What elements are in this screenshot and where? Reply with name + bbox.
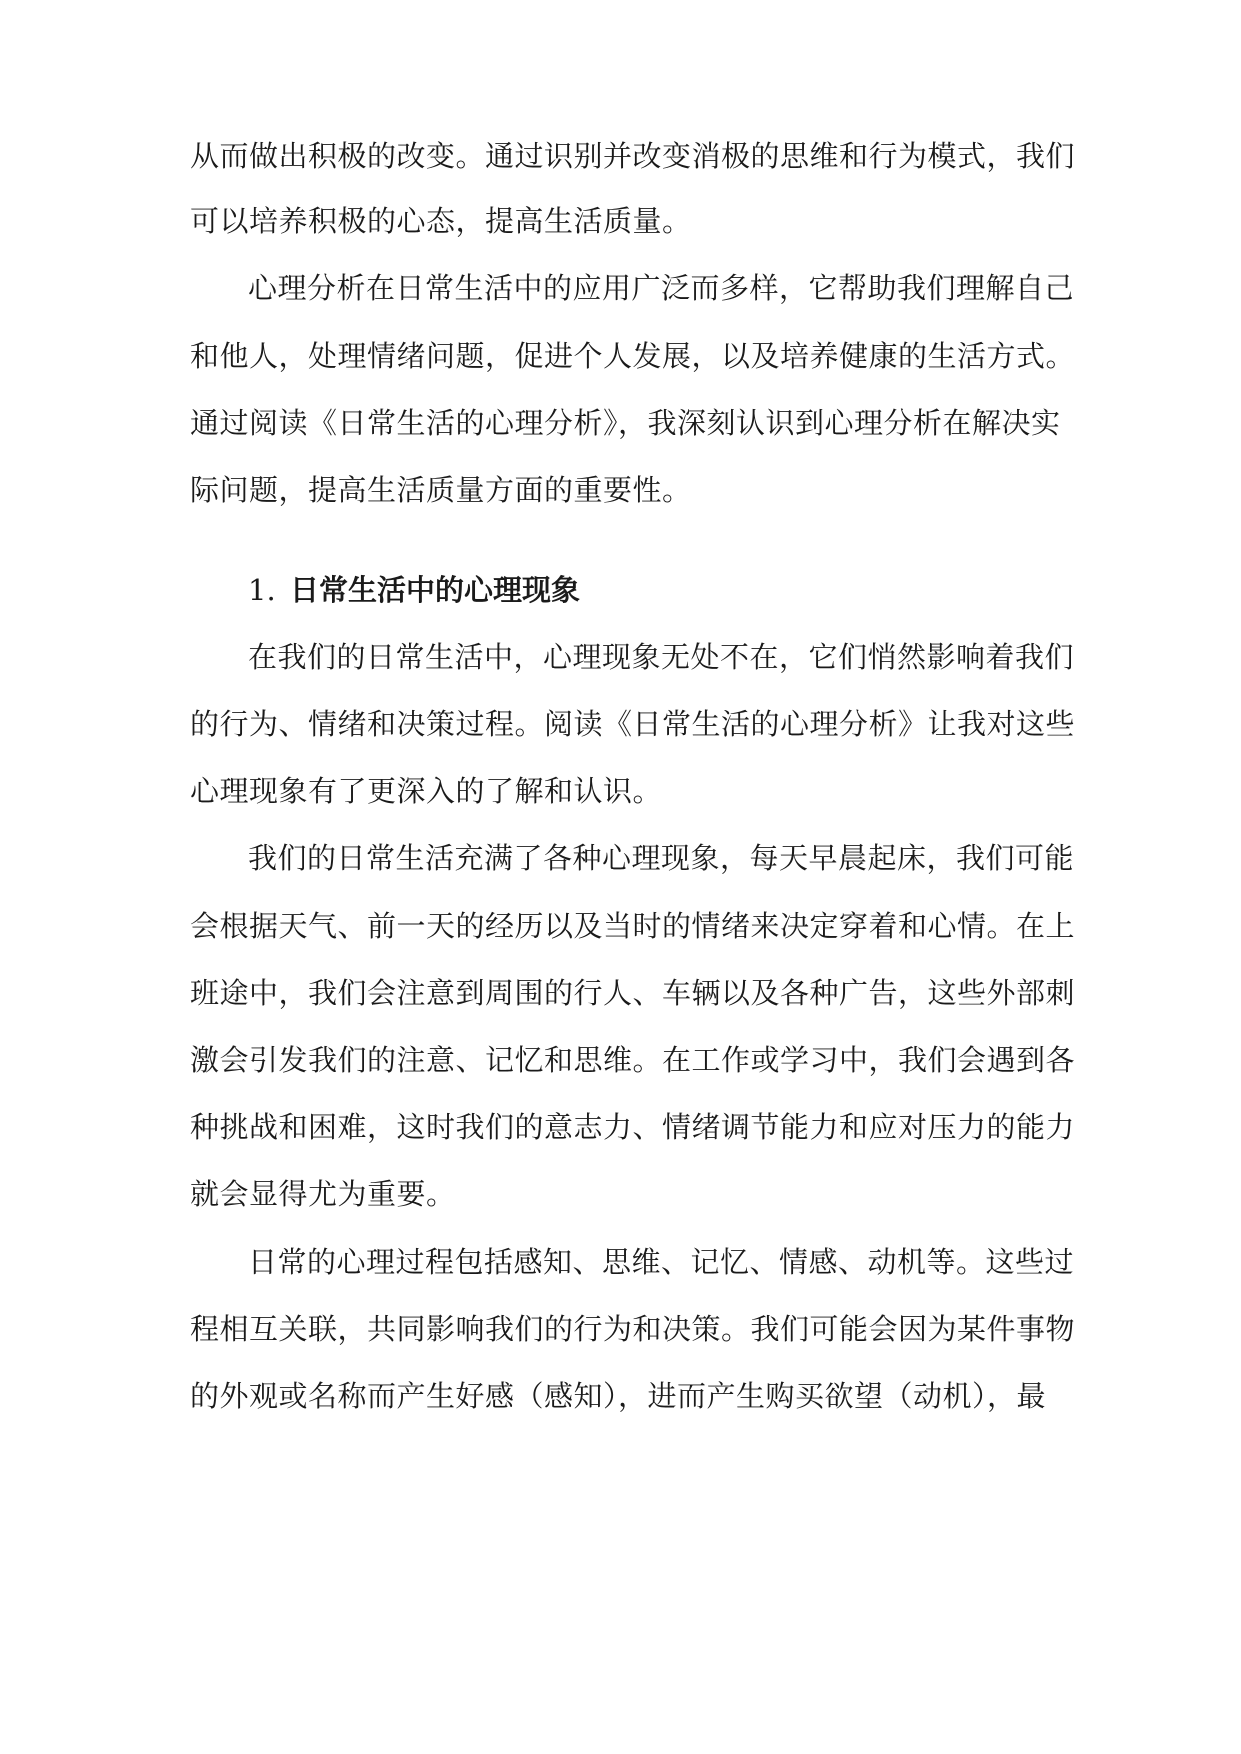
- paragraph-line: 激会引发我们的注意、记忆和思维。在工作或学习中，我们会遇到各: [190, 1043, 1076, 1077]
- paragraph-line: 通过阅读《日常生活的心理分析》，我深刻认识到心理分析在解决实: [190, 406, 1061, 440]
- paragraph-line: 的行为、情绪和决策过程。阅读《日常生活的心理分析》让我对这些: [190, 707, 1076, 741]
- paragraph-line: 会根据天气、前一天的经历以及当时的情绪来决定穿着和心情。在上: [190, 909, 1076, 943]
- section-heading: [248, 570, 1090, 610]
- paragraph-line: 从而做出积极的改变。通过识别并改变消极的思维和行为模式，我们: [190, 139, 1076, 173]
- paragraph-line: 际问题，提高生活质量方面的重要性。: [190, 473, 692, 507]
- paragraph-line: 我们的日常生活充满了各种心理现象，每天早晨起床，我们可能: [248, 841, 1075, 875]
- paragraph-line: 可以培养积极的心态，提高生活质量。: [190, 204, 692, 238]
- paragraph-line: 种挑战和困难，这时我们的意志力、情绪调节能力和应对压力的能力: [190, 1110, 1076, 1144]
- paragraph-line: 程相互关联，共同影响我们的行为和决策。我们可能会因为某件事物: [190, 1312, 1076, 1346]
- paragraph-line: 心理现象有了更深入的了解和认识。: [190, 774, 663, 808]
- paragraph-line: 和他人，处理情绪问题，促进个人发展，以及培养健康的生活方式。: [190, 339, 1076, 373]
- paragraph-line: 就会显得尤为重要。: [190, 1177, 456, 1211]
- paragraph-line: 班途中，我们会注意到周围的行人、车辆以及各种广告，这些外部刺: [190, 976, 1076, 1010]
- paragraph-line: 心理分析在日常生活中的应用广泛而多样，它帮助我们理解自己: [248, 271, 1075, 305]
- paragraph-line: 的外观或名称而产生好感（感知），进而产生购买欲望（动机），最: [190, 1379, 1047, 1413]
- paragraph-line: 在我们的日常生活中，心理现象无处不在，它们悄然影响着我们: [248, 640, 1075, 674]
- section-number: 1.: [248, 573, 276, 607]
- paragraph-line: 日常的心理过程包括感知、思维、记忆、情感、动机等。这些过: [248, 1245, 1075, 1279]
- section-title: 日常生活中的心理现象: [290, 573, 581, 607]
